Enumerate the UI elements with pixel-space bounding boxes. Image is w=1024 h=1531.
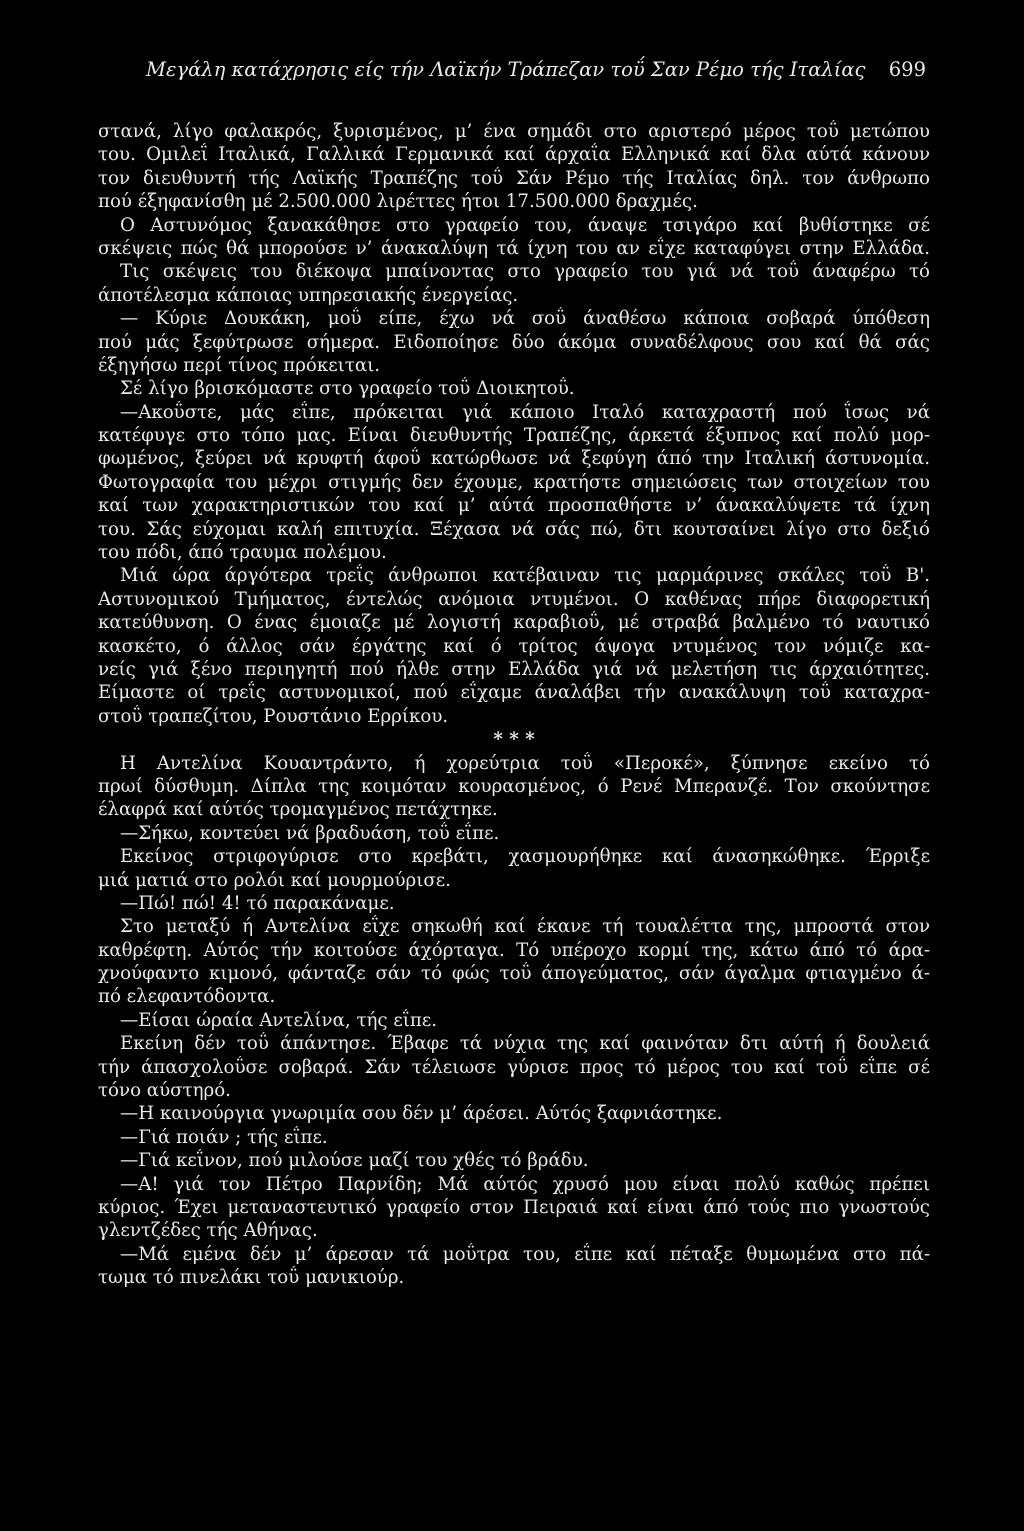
text-line: έλαφρά καί αύτός τρομαγμένος πετάχτηκε.: [98, 799, 498, 821]
page-number: 699: [888, 58, 926, 81]
text-line: μιά ματιά στο ρολόι καί μουρμούρισε.: [98, 869, 451, 891]
text-line: πού έξηφανίσθη μέ 2.500.000 λιρέττες ήτοι 17.500.000 δραχμές.: [98, 191, 698, 213]
text-line: πό ελεφαντόδοντα.: [98, 986, 276, 1008]
text-line: του. Ομιλεΐ Ιταλικά, Γαλλικά Γερμανικά καί άρχαΐα Ελληνικά καί δλα αύτά κάνουν: [98, 144, 930, 166]
text-line: του πόδι, άπό τραυμα πολέμου.: [98, 542, 387, 564]
text-line: Ο Αστυνόμος ξανακάθησε στο γραφείο του, άναψε τσιγάρο καί βυθίστηκε σέ: [120, 214, 930, 236]
text-line: στανά, λίγο φαλακρός, ξυρισμένος, μ’ ένα σημάδι στο αριστερό μέρος τοΰ μετώπου: [98, 121, 930, 142]
text-line: Μιά ώρα άργότερα τρεΐς άνθρωποι κατέβαιναν τις μαρμάρινες σκάλες τοΰ Β'.: [120, 565, 930, 587]
text-line: του. Σάς εύχομαι καλή επιτυχία. Ξέχασα νά σάς πώ, δτι κουτσαίνει λίγο στο δεξιό: [98, 518, 930, 540]
text-line: —Γιά κεΐνον, πού μιλούσε μαζί του χθές τό βράδυ.: [120, 1150, 589, 1172]
text-line: τωμα τό πινελάκι τοΰ μανικιούρ.: [98, 1267, 405, 1289]
text-line: πού μάς ξεφύτρωσε σήμερα. Ειδοποίησε δύο άκόμα συναδέλφους σου καί θά σάς: [98, 331, 930, 353]
text-line: Εκείνη δέν τοΰ άπάντησε. Έβαφε τά νύχια της καί φαινόταν δτι αύτή ή δουλειά: [120, 1033, 930, 1055]
text-line: —Η καινούργια γνωριμία σου δέν μ’ άρέσει. Αύτός ξαφνιάστηκε.: [120, 1103, 723, 1125]
text-line: κατεύθυνση. Ο ένας έμοιαζε μέ λογιστή καραβιοΰ, μέ στραβά βαλμένο τό ναυτικό: [98, 612, 930, 634]
text-line: —Ακοΰστε, μάς εΐπε, πρόκειται γιά κάποιο Ιταλό καταχραστή πού ΐσως νά: [120, 401, 930, 423]
text-line: κύριος. Έχει μεταναστευτικό γραφείο στον Πειραιά καί είναι άπό τούς πιο γνωστούς: [98, 1196, 930, 1218]
text-line: —Πώ! πώ! 4! τό παρακάναμε.: [120, 892, 395, 914]
text-line: φωμένος, ξεύρει νά κρυφτή άφοΰ κατώρθωσε νά ξεφύγη άπό την Ιταλική άστυνομία.: [98, 448, 930, 470]
text-line: Αστυνομικού Τμήματος, έντελώς ανόμοια ντυμένοι. Ο καθένας πήρε διαφορετική: [98, 588, 930, 610]
text-line: καθρέφτη. Αύτός τήν κοιτούσε άχόρταγα. Τό υπέροχο κορμί της, κάτω άπό τό άρα-: [98, 939, 930, 961]
text-line: έξηγήσω περί τίνος πρόκειται.: [98, 354, 381, 376]
text-line: —Είσαι ώραία Αντελίνα, τής εΐπε.: [120, 1009, 438, 1031]
body-text: [98, 120, 930, 1290]
text-line: —Μά εμένα δέν μ’ άρεσαν τά μοΰτρα του, εΐπε καί πέταξε θυμωμένα στο πά-: [120, 1243, 930, 1265]
text-line: — Κύριε Δουκάκη, μοΰ είπε, έχω νά σοΰ άναθέσω κάποια σοβαρά ύπόθεση: [120, 308, 930, 330]
text-line: πρωί δύσθυμη. Δίπλα της κοιμόταν κουρασμένος, ό Ρενέ Μπερανζέ. Τον σκούντησε: [98, 775, 930, 797]
text-line: νείς γιά ξένο περιηγητή πού ήλθε στην Ελλάδα γιά νά μελετήση τις άρχαιότητες.: [98, 658, 930, 680]
text-line: στοΰ τραπεζίτου, Ρουστάνιο Ερρίκου.: [98, 705, 449, 727]
text-line: Εκείνος στριφογύρισε στο κρεβάτι, χασμουρήθηκε καί άνασηκώθηκε. Έρριξε: [120, 846, 930, 868]
text-line: —Α! γιά τον Πέτρο Παρνίδη; Μά αύτός χρυσό μου είναι πολύ καθώς πρέπει: [120, 1173, 930, 1195]
text-line: Στο μεταξύ ή Αντελίνα εΐχε σηκωθή καί έκανε τή τουαλέττα της, μπροστά στον: [120, 916, 930, 938]
text-line: γλεντζέδες τής Αθήνας.: [98, 1220, 318, 1242]
text-line: άποτέλεσμα κάποιας υπηρεσιακής ένεργείας.: [98, 284, 519, 306]
text-line: Τις σκέψεις του διέκοψα μπαίνοντας στο γραφείο του γιά νά τοΰ άναφέρω τό: [120, 261, 930, 283]
text-line: Είμαστε οί τρεΐς αστυνομικοί, πού εΐχαμε άναλάβει τήν ανακάλυψη τοΰ καταχρα-: [98, 682, 930, 704]
text-line: τόνο αύστηρό.: [98, 1080, 231, 1102]
text-line: —Γιά ποιάν ; τής εΐπε.: [120, 1126, 328, 1148]
text-line: κατέφυγε στο τόπο μας. Είναι διευθυντής Τραπέζης, άρκετά έξυπνος καί πολύ μορ-: [98, 425, 930, 447]
text-line: τήν άπασχολοΰσε σοβαρά. Σάν τέλειωσε γύρισε προς τό μέρος του καί τοΰ εΐπε σέ: [98, 1056, 930, 1078]
section-break-asterisks: * * *: [493, 729, 535, 751]
text-line: Φωτογραφία του μέχρι στιγμής δεν έχουμε, κρατήστε σημειώσεις των στοιχείων του: [98, 471, 930, 493]
text-line: καί των χαρακτηριστικών του καί μ’ αύτά προσπαθήστε ν’ άνακαλύψετε τά ίχνη: [98, 495, 930, 517]
running-title: Μεγάλη κατάχρησις είς τήν Λαϊκήν Τράπεζαν τοΰ Σαν Ρέμο τής Ιταλίας: [146, 58, 866, 81]
text-line: χνούφαντο κιμονό, φάνταζε σάν τό φώς τοΰ άπογεύματος, σάν άγαλμα φτιαγμένο ά-: [98, 963, 930, 985]
text-line: Σέ λίγο βρισκόμαστε στο γραφείο τοΰ Διοικητοΰ.: [120, 378, 575, 400]
running-head: [146, 58, 926, 86]
text-line: σκέψεις πώς θά μπορούσε ν’ άνακαλύψη τά ίχνη του αν εΐχε καταφύγει στην Ελλάδα.: [98, 237, 930, 259]
text-line: τον διευθυντή τής Λαϊκής Τραπέζης τοΰ Σάν Ρέμο τής Ιταλίας δηλ. τον άνθρωπο: [98, 167, 930, 189]
text-line: κασκέτο, ό άλλος σάν έργάτης καί ό τρίτος άψογα ντυμένος τον νόμιζε κα-: [98, 635, 930, 657]
text-line: Η Αντελίνα Κουαντράντο, ή χορεύτρια τοΰ «Περοκέ», ξύπνησε εκείνο τό: [120, 752, 930, 774]
text-line: —Σήκω, κοντεύει νά βραδυάση, τοΰ εΐπε.: [120, 822, 500, 844]
